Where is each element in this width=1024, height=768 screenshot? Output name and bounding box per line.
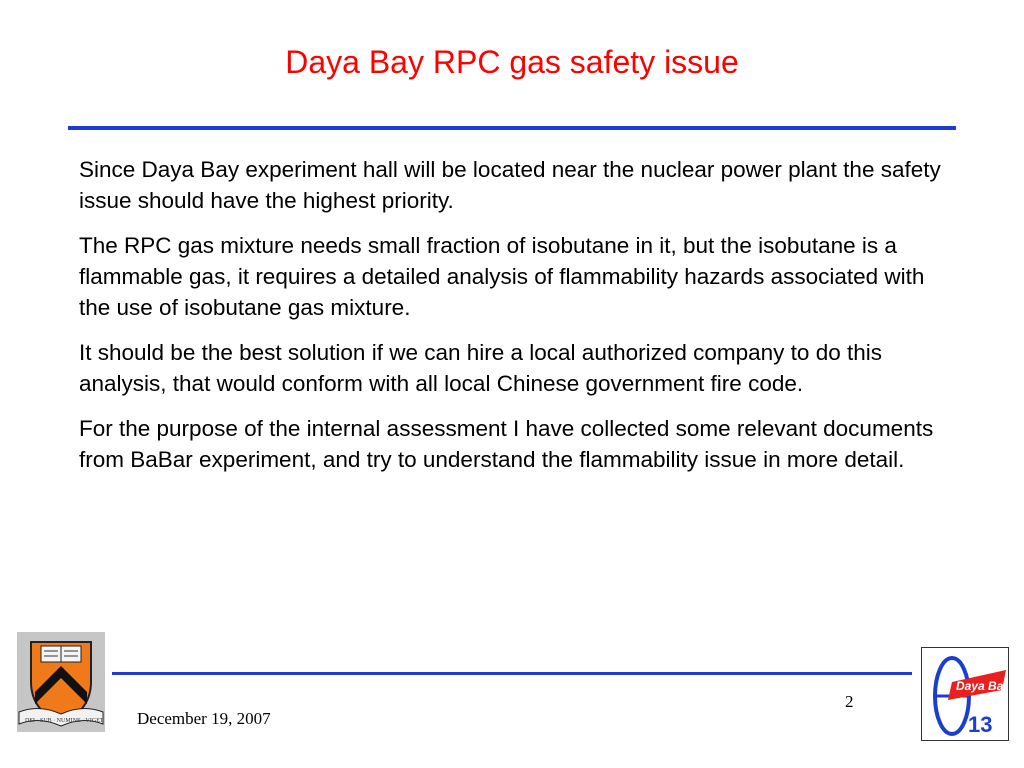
daya-bay-logo-text: Daya Bay xyxy=(956,679,1008,693)
paragraph-4: For the purpose of the internal assessment I have collected some relevant documents from BaBar experiment, and try to understand the flammability issue in more detail. xyxy=(79,416,934,472)
paragraph-3: It should be the best solution if we can hire a local authorized company to do this analysis, that would conform with all local Chinese government fire code. xyxy=(79,340,882,396)
daya-bay-logo-number: 13 xyxy=(968,712,993,737)
footer-date: December 19, 2007 xyxy=(137,709,271,728)
footer-divider xyxy=(112,672,912,675)
svg-text:DEI · SUB · NUMINE · VIGET: DEI · SUB · NUMINE · VIGET xyxy=(25,718,104,724)
page-number: 2 xyxy=(845,692,854,711)
title-divider xyxy=(68,126,956,130)
princeton-shield-logo xyxy=(17,632,105,732)
paragraph-1: Since Daya Bay experiment hall will be located near the nuclear power plant the safety issue should have the highest priority. xyxy=(79,157,941,213)
paragraph-2: The RPC gas mixture needs small fraction of isobutane in it, but the isobutane is a flammable gas, it requires a detailed analysis of flammability hazards associated with the use of isobutane gas mixture. xyxy=(79,233,925,320)
slide-body xyxy=(79,154,959,489)
daya-bay-logo xyxy=(921,647,1009,741)
slide-title: Daya Bay RPC gas safety issue xyxy=(285,44,739,80)
